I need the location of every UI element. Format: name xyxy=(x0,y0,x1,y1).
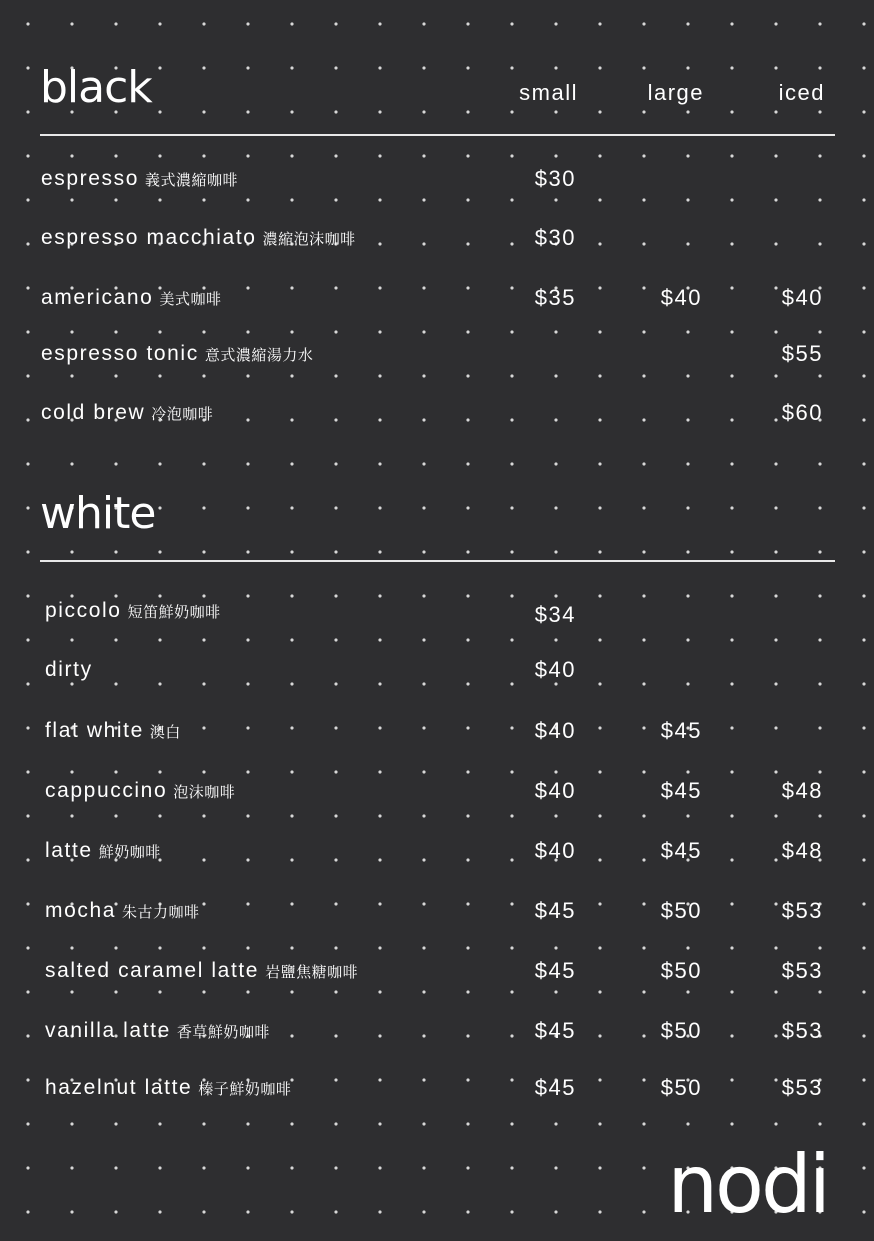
price-small: $45 xyxy=(534,1075,576,1100)
item-name: piccolo 短笛鮮奶咖啡 xyxy=(45,599,221,622)
item-name: espresso 義式濃縮咖啡 xyxy=(41,167,239,190)
price-large: $40 xyxy=(660,285,702,310)
menu-item-latte xyxy=(0,836,874,866)
price-large: $45 xyxy=(660,778,702,803)
brand-logo: nodi xyxy=(667,1138,828,1231)
menu-item-hazelnut-latte xyxy=(0,1073,874,1103)
menu-item-piccolo xyxy=(0,596,874,626)
menu-item-espresso-tonic xyxy=(0,339,874,369)
menu-item-cappuccino xyxy=(0,776,874,806)
menu-item-vanilla-latte xyxy=(0,1016,874,1046)
menu-item-flat-white xyxy=(0,716,874,746)
price-iced: $53 xyxy=(781,898,823,923)
price-small: $30 xyxy=(534,166,576,191)
item-name: dirty xyxy=(45,658,93,681)
item-name: cold brew 冷泡咖啡 xyxy=(41,401,214,424)
price-small: $40 xyxy=(534,778,576,803)
item-name: cappuccino 泡沫咖啡 xyxy=(45,779,236,802)
item-name: espresso tonic 意式濃縮湯力水 xyxy=(41,342,314,365)
column-header-large: large xyxy=(647,80,704,105)
price-large: $50 xyxy=(660,1075,702,1100)
section-divider-white xyxy=(40,560,835,562)
section-title-white: white xyxy=(40,488,156,539)
section-title-black: black xyxy=(40,62,152,113)
item-name: vanilla latte 香草鮮奶咖啡 xyxy=(45,1019,270,1042)
item-name: flat white 澳白 xyxy=(45,719,181,742)
price-iced: $48 xyxy=(781,838,823,863)
column-header-small: small xyxy=(519,80,578,105)
menu-item-mocha xyxy=(0,896,874,926)
price-large: $50 xyxy=(660,1018,702,1043)
item-name: espresso macchiato 濃縮泡沫咖啡 xyxy=(41,226,356,249)
price-small: $45 xyxy=(534,1018,576,1043)
menu-item-cold-brew xyxy=(0,398,874,428)
menu-item-americano xyxy=(0,283,874,313)
price-small: $45 xyxy=(534,958,576,983)
price-iced: $40 xyxy=(781,285,823,310)
price-small: $40 xyxy=(534,657,576,682)
section-divider-black xyxy=(40,134,835,136)
item-name: latte 鮮奶咖啡 xyxy=(45,839,161,862)
menu-item-espresso-macchiato xyxy=(0,223,874,253)
item-name: americano 美式咖啡 xyxy=(41,286,222,309)
price-iced: $53 xyxy=(781,958,823,983)
price-iced: $48 xyxy=(781,778,823,803)
price-iced: $53 xyxy=(781,1018,823,1043)
price-small: $45 xyxy=(534,898,576,923)
item-name: salted caramel latte 岩鹽焦糖咖啡 xyxy=(45,959,359,982)
price-large: $50 xyxy=(660,958,702,983)
price-small: $34 xyxy=(534,602,576,627)
menu-item-salted-caramel-latte xyxy=(0,956,874,986)
price-large: $45 xyxy=(660,718,702,743)
price-iced: $60 xyxy=(781,400,823,425)
price-iced: $53 xyxy=(781,1075,823,1100)
price-small: $40 xyxy=(534,838,576,863)
column-header-iced: iced xyxy=(778,80,825,105)
price-small: $30 xyxy=(534,225,576,250)
price-large: $50 xyxy=(660,898,702,923)
price-small: $40 xyxy=(534,718,576,743)
price-small: $35 xyxy=(534,285,576,310)
item-name: mocha 朱古力咖啡 xyxy=(45,899,200,922)
price-iced: $55 xyxy=(781,341,823,366)
item-name: hazelnut latte 榛子鮮奶咖啡 xyxy=(45,1076,292,1099)
price-large: $45 xyxy=(660,838,702,863)
menu-item-espresso xyxy=(0,164,874,194)
menu-item-dirty xyxy=(0,655,874,685)
